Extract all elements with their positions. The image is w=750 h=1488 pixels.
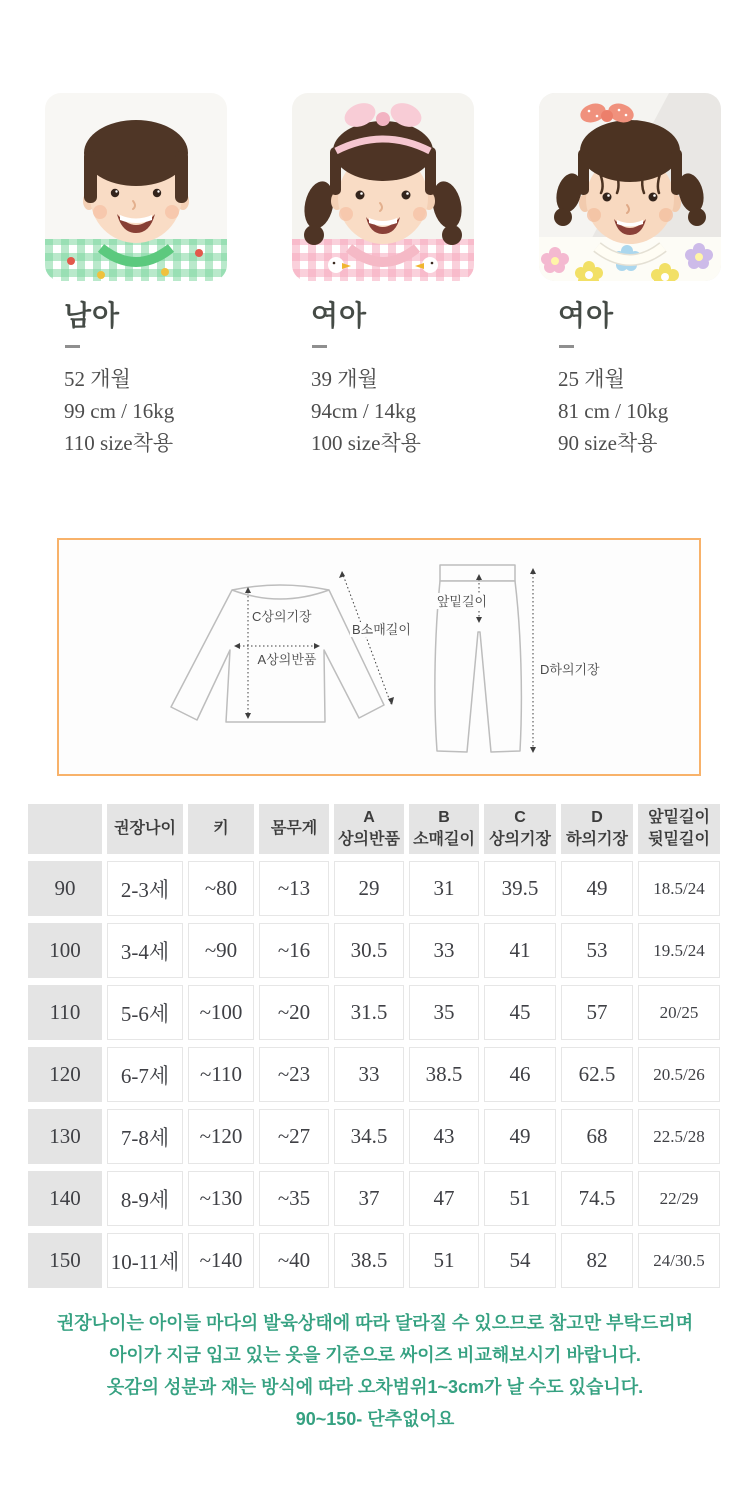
girl-photo-1	[292, 93, 474, 281]
c-cell: 51	[484, 1171, 556, 1226]
garment-diagram-illustration	[59, 540, 699, 774]
notice-text	[0, 1307, 750, 1435]
weight-cell: ~40	[259, 1233, 329, 1288]
rise-cell: 19.5/24	[638, 923, 720, 978]
model-body: 99 cm / 16kg	[64, 399, 175, 423]
model-age: 25 개월	[558, 367, 625, 391]
b-cell: 51	[409, 1233, 479, 1288]
age-cell: 10-11세	[107, 1233, 183, 1288]
table-row-150	[28, 1233, 720, 1288]
table-row-120	[28, 1047, 720, 1102]
table-row-90	[28, 861, 720, 916]
c-cell: 45	[484, 985, 556, 1040]
height-cell: ~110	[188, 1047, 254, 1102]
header-cell-blank	[28, 804, 102, 854]
a-cell: 33	[334, 1047, 404, 1102]
girl-photo-illustration-1	[292, 93, 474, 281]
c-cell: 46	[484, 1047, 556, 1102]
c-cell: 49	[484, 1109, 556, 1164]
girl-photo-2	[539, 93, 721, 281]
d-cell: 82	[561, 1233, 633, 1288]
divider-dash	[559, 345, 574, 348]
rise-cell: 22/29	[638, 1171, 720, 1226]
a-cell: 37	[334, 1171, 404, 1226]
label-bottom-length: D하의기장	[540, 662, 600, 677]
b-cell: 33	[409, 923, 479, 978]
height-cell: ~140	[188, 1233, 254, 1288]
rise-cell: 18.5/24	[638, 861, 720, 916]
model-card-boy	[45, 93, 227, 459]
d-cell: 68	[561, 1109, 633, 1164]
boy-photo	[45, 93, 227, 281]
rise-cell: 20/25	[638, 985, 720, 1040]
b-cell: 35	[409, 985, 479, 1040]
a-cell: 34.5	[334, 1109, 404, 1164]
table-row-140	[28, 1171, 720, 1226]
header-cell-weight: 몸무게	[259, 804, 329, 854]
size-cell: 120	[28, 1047, 102, 1102]
size-cell: 110	[28, 985, 102, 1040]
d-cell: 74.5	[561, 1171, 633, 1226]
table-row-130	[28, 1109, 720, 1164]
model-name: 남아	[64, 300, 121, 331]
b-cell: 31	[409, 861, 479, 916]
size-cell: 140	[28, 1171, 102, 1226]
d-cell: 49	[561, 861, 633, 916]
height-cell: ~120	[188, 1109, 254, 1164]
model-info	[558, 363, 721, 459]
model-name: 여아	[311, 300, 368, 331]
a-cell: 30.5	[334, 923, 404, 978]
model-cards	[45, 93, 721, 459]
b-cell: 47	[409, 1171, 479, 1226]
rise-cell: 22.5/28	[638, 1109, 720, 1164]
label-chest-half: A상의반품	[257, 652, 317, 667]
c-cell: 54	[484, 1233, 556, 1288]
d-cell: 62.5	[561, 1047, 633, 1102]
weight-cell: ~23	[259, 1047, 329, 1102]
height-cell: ~90	[188, 923, 254, 978]
divider-dash	[312, 345, 327, 348]
height-cell: ~100	[188, 985, 254, 1040]
model-size: 110 size착용	[64, 431, 174, 455]
d-cell: 57	[561, 985, 633, 1040]
height-cell: ~130	[188, 1171, 254, 1226]
notice-line-1: 권장나이는 아이들 마다의 발육상태에 따라 달라질 수 있으므로 참고만 부탁드리며	[56, 1313, 694, 1333]
header-cell-d: D 하의기장	[561, 804, 633, 854]
weight-cell: ~20	[259, 985, 329, 1040]
label-sleeve-length: B소매길이	[352, 622, 411, 637]
model-info	[311, 363, 474, 459]
model-size: 90 size착용	[558, 431, 658, 455]
a-cell: 31.5	[334, 985, 404, 1040]
model-card-girl-2	[539, 93, 721, 459]
divider-dash	[65, 345, 80, 348]
measurement-diagram	[57, 538, 701, 776]
size-cell: 90	[28, 861, 102, 916]
model-age: 39 개월	[311, 367, 378, 391]
model-size: 100 size착용	[311, 431, 421, 455]
c-cell: 41	[484, 923, 556, 978]
age-cell: 7-8세	[107, 1109, 183, 1164]
d-cell: 53	[561, 923, 633, 978]
header-cell-height: 키	[188, 804, 254, 854]
size-cell: 150	[28, 1233, 102, 1288]
notice-line-2: 아이가 지금 입고 있는 옷을 기준으로 싸이즈 비교해보시기 바랍니다.	[109, 1345, 641, 1365]
header-cell-age: 권장나이	[107, 804, 183, 854]
header-cell-a: A 상의반품	[334, 804, 404, 854]
a-cell: 38.5	[334, 1233, 404, 1288]
b-cell: 38.5	[409, 1047, 479, 1102]
model-age: 52 개월	[64, 367, 131, 391]
age-cell: 8-9세	[107, 1171, 183, 1226]
notice-line-4: 90~150- 단추없어요	[295, 1409, 455, 1429]
model-name: 여아	[558, 300, 615, 331]
rise-cell: 20.5/26	[638, 1047, 720, 1102]
size-cell: 130	[28, 1109, 102, 1164]
age-cell: 2-3세	[107, 861, 183, 916]
model-card-girl-1	[292, 93, 474, 459]
b-cell: 43	[409, 1109, 479, 1164]
weight-cell: ~27	[259, 1109, 329, 1164]
size-table-section	[23, 797, 725, 1295]
age-cell: 3-4세	[107, 923, 183, 978]
weight-cell: ~35	[259, 1171, 329, 1226]
model-body: 94cm / 14kg	[311, 399, 416, 423]
size-cell: 100	[28, 923, 102, 978]
age-cell: 6-7세	[107, 1047, 183, 1102]
model-info	[64, 363, 227, 459]
size-table	[23, 797, 725, 1295]
weight-cell: ~13	[259, 861, 329, 916]
c-cell: 39.5	[484, 861, 556, 916]
header-cell-b: B 소매길이	[409, 804, 479, 854]
table-row-100	[28, 923, 720, 978]
label-top-length: C상의기장	[252, 609, 312, 624]
model-body: 81 cm / 10kg	[558, 399, 669, 423]
label-front-rise: 앞밑길이	[436, 594, 488, 609]
header-cell-c: C 상의기장	[484, 804, 556, 854]
height-cell: ~80	[188, 861, 254, 916]
weight-cell: ~16	[259, 923, 329, 978]
table-header-row	[28, 804, 720, 854]
table-row-110	[28, 985, 720, 1040]
header-cell-rise: 앞밑길이 뒷밑길이	[638, 804, 720, 854]
rise-cell: 24/30.5	[638, 1233, 720, 1288]
boy-photo-illustration	[45, 93, 227, 281]
a-cell: 29	[334, 861, 404, 916]
notice-line-3: 옷감의 성분과 재는 방식에 따라 오차범위1~3cm가 날 수도 있습니다.	[106, 1377, 644, 1397]
girl-photo-illustration-2	[539, 93, 721, 281]
age-cell: 5-6세	[107, 985, 183, 1040]
